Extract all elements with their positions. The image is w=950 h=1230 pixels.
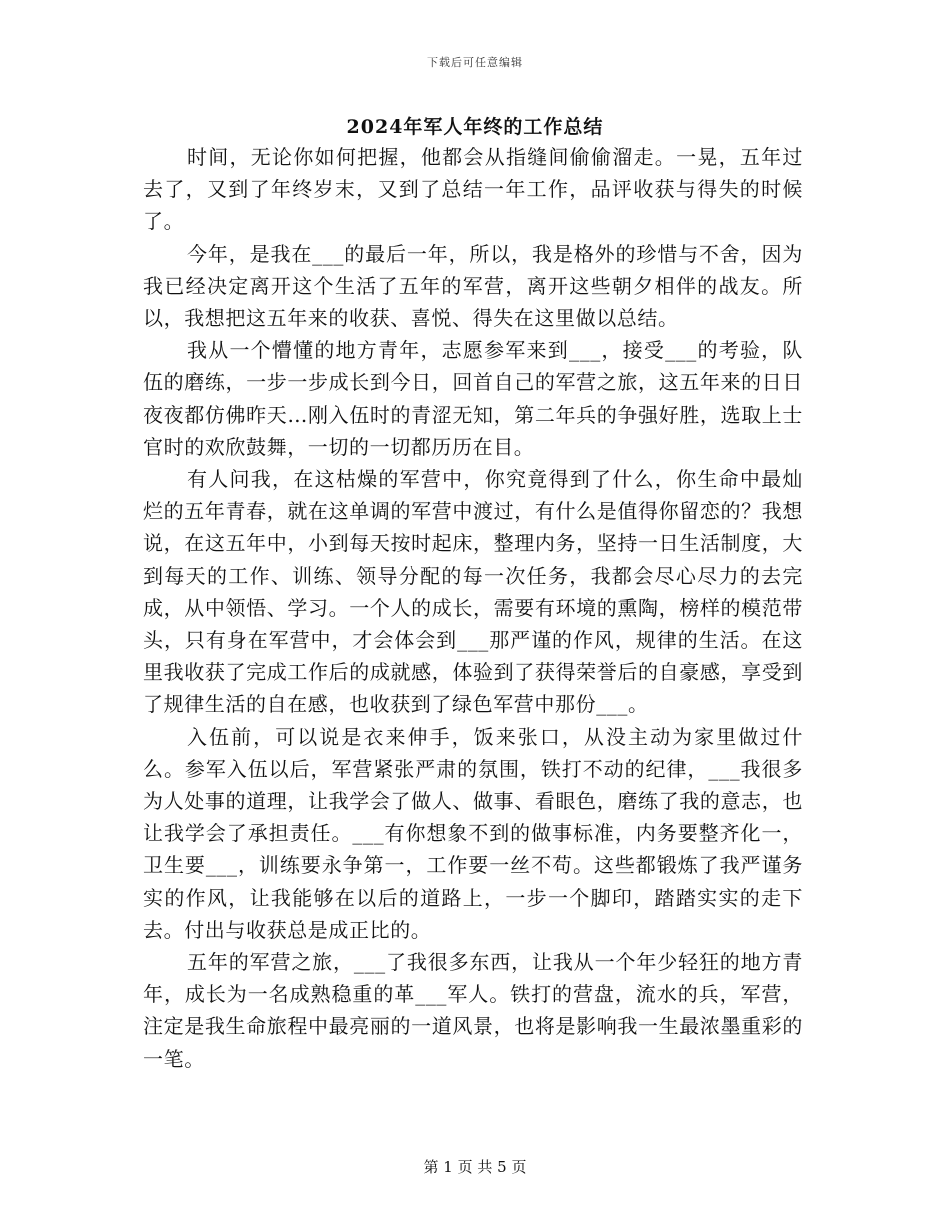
paragraph-6: 五年的军营之旅，___了我很多东西，让我从一个年少轻狂的地方青年，成长为一名成熟稳重的革___军人。铁打的营盘，流水的兵，军营，注定是我生命旅程中最亮丽的一道风景，也将是影响我一生最浓墨重彩的一笔。 xyxy=(143,950,803,1071)
document-body xyxy=(143,141,803,1075)
paragraph-4: 有人问我，在这枯燥的军营中，你究竟得到了什么，你生命中最灿烂的五年青春，就在这单调的军营中渡过，有什么是值得你留恋的？我想说，在这五年中，小到每天按时起床，整理内务，坚持一日生活制度，大到每天的工作、训练、领导分配的每一次任务，我都会尽心尽力的去完成，从中领悟、学习。一个人的成长，需要有环境的熏陶，榜样的模范带头，只有身在军营中，才会体会到___那严谨的作风，规律的生活。在这里我收获了完成工作后的成就感，体验到了获得荣誉后的自豪感，享受到了规律生活的自在感，也收获到了绿色军营中那份___。 xyxy=(143,467,803,717)
header-note: 下载后可任意编辑 xyxy=(427,56,523,69)
page-footer: 第 1 页 共 5 页 xyxy=(423,1158,527,1176)
document-title: 2024年军人年终的工作总结 xyxy=(346,116,604,138)
paragraph-1: 时间，无论你如何把握，他都会从指缝间偷偷溜走。一晃，五年过去了，又到了年终岁末，又到了总结一年工作，品评收获与得失的时候了。 xyxy=(143,145,803,234)
paragraph-2: 今年，是我在___的最后一年，所以，我是格外的珍惜与不舍，因为我已经决定离开这个生活了五年的军营，离开这些朝夕相伴的战友。所以，我想把这五年来的收获、喜悦、得失在这里做以总结。 xyxy=(143,241,803,331)
paragraph-5: 入伍前，可以说是衣来伸手，饭来张口，从没主动为家里做过什么。参军入伍以后，军营紧张严肃的氛围，铁打不动的纪律，___我很多为人处事的道理，让我学会了做人、做事、看眼色，磨练了我的意志，也让我学会了承担责任。___有你想象不到的做事标准，内务要整齐化一，卫生要___，训练要永争第一，工作要一丝不苟。这些都锻炼了我严谨务实的作风，让我能够在以后的道路上，一步一个脚印，踏踏实实的走下去。付出与收获总是成正比的。 xyxy=(143,724,803,942)
paragraph-3: 我从一个懵懂的地方青年，志愿参军来到___，接受___的考验，队伍的磨练，一步一步成长到今日，回首自己的军营之旅，这五年来的日日夜夜都仿佛昨天…刚入伍时的青涩无知，第二年兵的争强好胜，选取上士官时的欢欣鼓舞，一切的一切都历历在目。 xyxy=(143,338,803,459)
